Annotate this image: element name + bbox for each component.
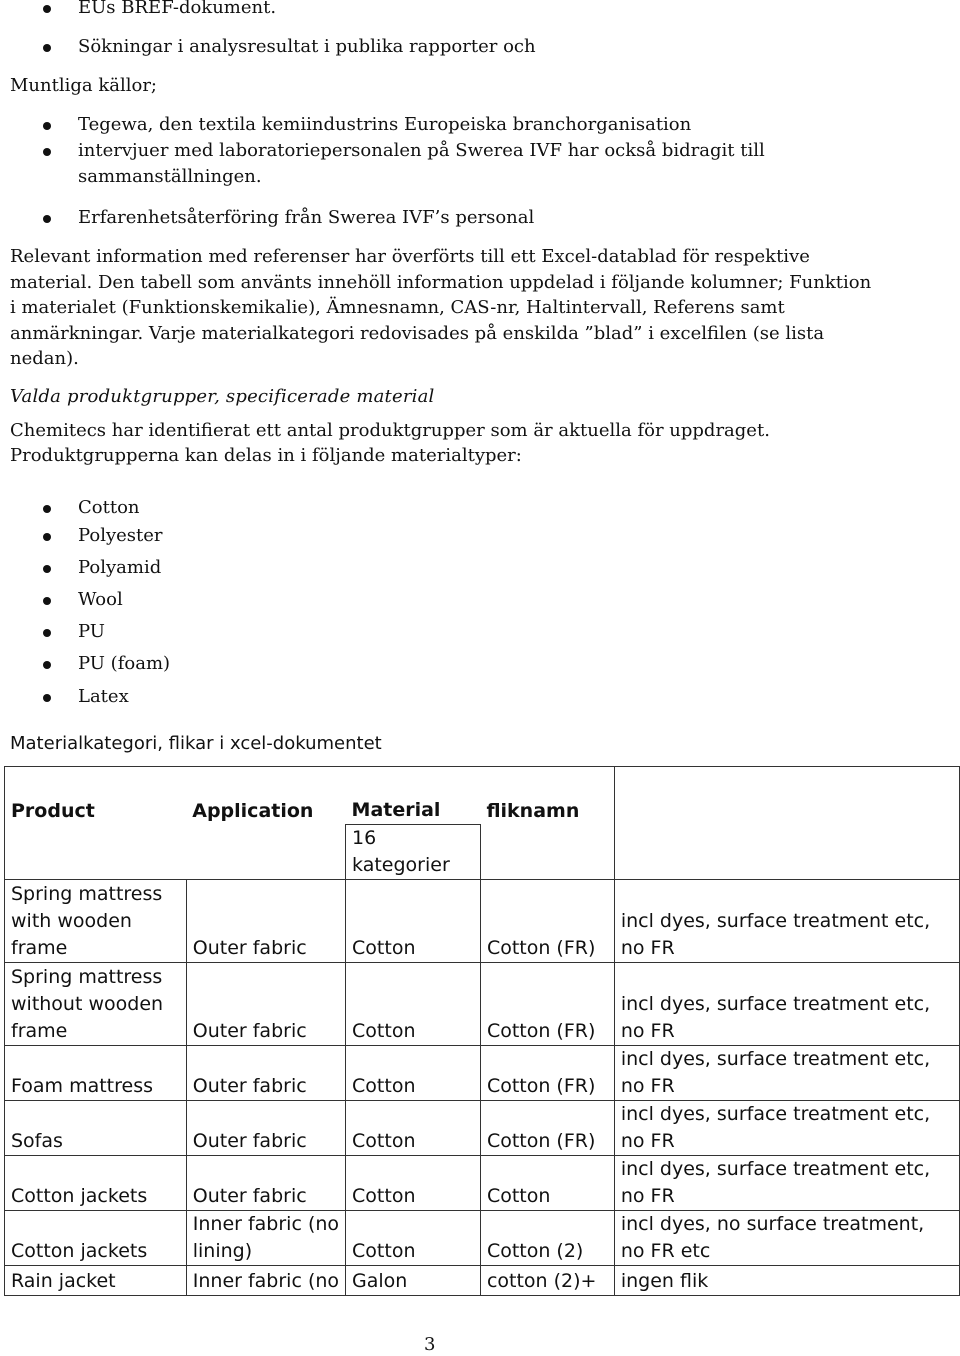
cell-application: Outer fabric: [186, 1156, 345, 1211]
cell-fliknamn: Cotton (FR): [480, 1101, 614, 1156]
header-application: Application: [186, 767, 345, 825]
table-row: [5, 1101, 960, 1156]
page-number: 3: [424, 1334, 436, 1355]
table-header-row: [5, 767, 960, 825]
table-row: [5, 1211, 960, 1266]
bullet-icon: [43, 148, 51, 156]
cell-fliknamn: Cotton (2): [480, 1211, 614, 1266]
paragraph-line: Relevant information med referenser har överförts till ett Excel-datablad för respektive: [10, 246, 810, 267]
cell-fliknamn: cotton (2)+: [480, 1266, 614, 1296]
bullet-icon: [43, 533, 51, 541]
cell-fliknamn: Cotton (FR): [480, 963, 614, 1046]
bullet-icon: [43, 505, 51, 513]
intro-line: Produktgrupperna kan delas in i följande materialtyper:: [10, 445, 522, 466]
cell-note: incl dyes, surface treatment etc, no FR: [614, 1101, 959, 1156]
cell-material: Cotton: [346, 1101, 481, 1156]
cell-fliknamn: Cotton (FR): [480, 1046, 614, 1101]
cell-note: incl dyes, surface treatment etc, no FR: [614, 1046, 959, 1101]
material-item: PU: [78, 621, 105, 642]
material-table: [4, 766, 960, 1296]
cell-product: Cotton jackets: [5, 1156, 187, 1211]
cell-material: Cotton: [346, 1156, 481, 1211]
bullet-icon: [43, 122, 51, 130]
bullet-icon: [43, 661, 51, 669]
cell-application: Inner fabric (no: [186, 1266, 345, 1296]
cell-product: Sofas: [5, 1101, 187, 1156]
header-fliknamn: fliknamn: [480, 767, 614, 825]
bullet-icon: [43, 44, 51, 52]
cell-note: ingen flik: [614, 1266, 959, 1296]
paragraph-line: nedan).: [10, 348, 79, 369]
header-material: Material: [346, 767, 481, 825]
cell-product: Foam mattress: [5, 1046, 187, 1101]
cell-note: incl dyes, surface treatment etc, no FR: [614, 880, 959, 963]
bullet-item: EUs BREF-dokument.: [78, 0, 277, 18]
cell-application: Outer fabric: [186, 880, 345, 963]
cell-note: incl dyes, no surface treatment, no FR etc: [614, 1211, 959, 1266]
subheader-categories: 16 kategorier: [346, 825, 481, 880]
cell-fliknamn: Cotton: [480, 1156, 614, 1211]
bullet-icon: [43, 5, 51, 13]
bullet-icon: [43, 694, 51, 702]
cell-material: Cotton: [346, 1211, 481, 1266]
cell-product: Spring mattress without wooden frame: [5, 963, 187, 1046]
material-item: Polyamid: [78, 557, 162, 578]
bullet-icon: [43, 629, 51, 637]
cell-material: Cotton: [346, 963, 481, 1046]
material-item: Wool: [78, 589, 123, 610]
bullet-item: Erfarenhetsåterföring från Swerea IVF’s personal: [78, 207, 535, 228]
header-product: Product: [5, 767, 187, 825]
bullet-item: Tegewa, den textila kemiindustrins Europeiska branchorganisation: [78, 114, 692, 135]
cell-application: Inner fabric (no lining): [186, 1211, 345, 1266]
paragraph-line: material. Den tabell som använts innehöll information uppdelad i följande kolumner; Funktion: [10, 272, 872, 293]
table-row: [5, 1046, 960, 1101]
subheader-blank: [480, 825, 614, 880]
cell-product: Rain jacket: [5, 1266, 187, 1296]
bullet-icon: [43, 215, 51, 223]
section-heading: Valda produktgrupper, specificerade material: [10, 386, 435, 407]
bullet-item: Sökningar i analysresultat i publika rapporter och: [78, 36, 536, 57]
cell-material: Cotton: [346, 880, 481, 963]
intro-line: Chemitecs har identifierat ett antal produktgrupper som är aktuella för uppdraget.: [10, 420, 770, 441]
bullet-icon: [43, 597, 51, 605]
table-row: [5, 880, 960, 963]
cell-application: Outer fabric: [186, 963, 345, 1046]
bullet-item: intervjuer med laboratoriepersonalen på Swerea IVF har också bidragit till: [78, 140, 765, 161]
cell-note: incl dyes, surface treatment etc, no FR: [614, 1156, 959, 1211]
subheader-blank: [5, 825, 187, 880]
cell-note: incl dyes, surface treatment etc, no FR: [614, 963, 959, 1046]
cell-fliknamn: Cotton (FR): [480, 880, 614, 963]
bullet-item-continuation: sammanställningen.: [78, 166, 262, 187]
paragraph-line: i materialet (Funktionskemikalie), Ämnesnamn, CAS-nr, Haltintervall, Referens samt: [10, 297, 785, 318]
muntliga-label: Muntliga källor;: [10, 75, 157, 96]
material-item: Latex: [78, 686, 129, 707]
material-item: PU (foam): [78, 653, 171, 674]
bullet-icon: [43, 565, 51, 573]
table-row: [5, 1266, 960, 1296]
table-row: [5, 963, 960, 1046]
cell-application: Outer fabric: [186, 1046, 345, 1101]
cell-material: Cotton: [346, 1046, 481, 1101]
cell-product: Spring mattress with wooden frame: [5, 880, 187, 963]
header-note: [614, 767, 959, 880]
subheader-blank: [186, 825, 345, 880]
cell-application: Outer fabric: [186, 1101, 345, 1156]
cell-product: Cotton jackets: [5, 1211, 187, 1266]
paragraph-line: anmärkningar. Varje materialkategori redovisades på enskilda ”blad” i excelfilen (se lista: [10, 323, 825, 344]
material-item: Polyester: [78, 525, 163, 546]
material-item: Cotton: [78, 497, 140, 518]
table-caption: Materialkategori, flikar i xcel-dokumentet: [10, 733, 382, 754]
cell-material: Galon: [346, 1266, 481, 1296]
table-row: [5, 1156, 960, 1211]
